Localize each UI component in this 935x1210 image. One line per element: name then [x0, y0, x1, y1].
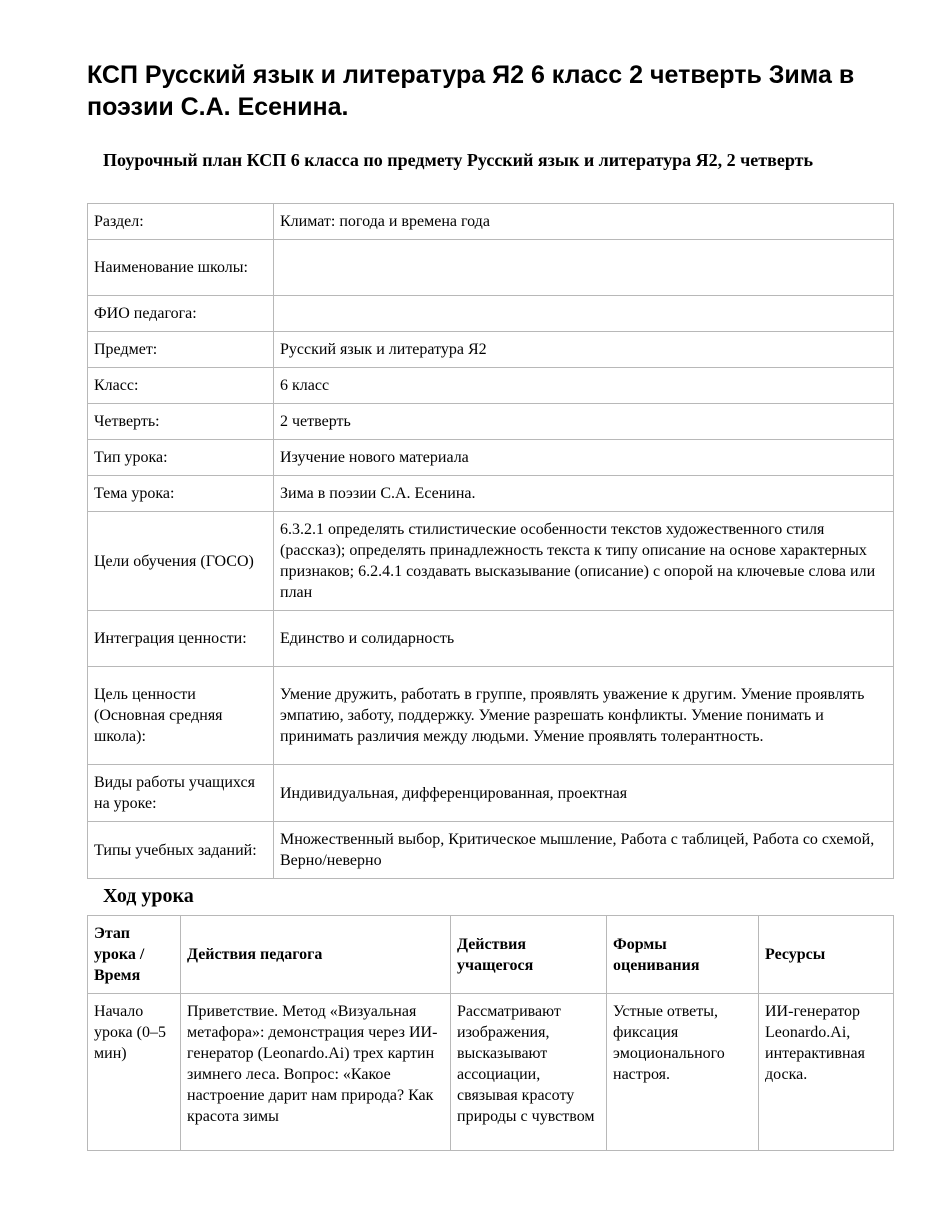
column-header: Формы оценивания — [607, 916, 759, 994]
table-cell: ИИ-генератор Leonardo.Ai, интерактивная доска. — [759, 994, 894, 1151]
column-header: Действия учащегося — [451, 916, 607, 994]
info-row — [88, 667, 894, 765]
info-value: Климат: погода и времена года — [274, 204, 894, 240]
info-key: Тип урока: — [88, 440, 274, 476]
info-value — [274, 240, 894, 296]
document-title: КСП Русский язык и литература Я2 6 класс 2 четверть Зима в поэзии С.А. Есенина. — [87, 61, 855, 121]
column-header: Действия педагога — [181, 916, 451, 994]
plan-subtitle: Поурочный план КСП 6 класса по предмету Русский язык и литература Я2, 2 четверть — [103, 150, 813, 170]
info-value: Умение дружить, работать в группе, проявлять уважение к другим. Умение проявлять эмпатию, заботу, поддержку. Умение разрешать конфликты. Умение понимать и принимать различия между людьми. Умение проявлять толерантность. — [274, 667, 894, 765]
info-key: Цели обучения (ГОСО) — [88, 512, 274, 611]
info-key: Виды работы учащихся на уроке: — [88, 765, 274, 822]
info-row — [88, 440, 894, 476]
info-value: 6 класс — [274, 368, 894, 404]
info-row — [88, 611, 894, 667]
table-cell: Начало урока (0–5 мин) — [88, 994, 181, 1151]
info-value: Множественный выбор, Критическое мышление, Работа с таблицей, Работа со схемой, Верно/неверно — [274, 822, 894, 879]
info-key: Четверть: — [88, 404, 274, 440]
info-key: ФИО педагога: — [88, 296, 274, 332]
table-cell: Устные ответы, фиксация эмоционального настроя. — [607, 994, 759, 1151]
info-value: Единство и солидарность — [274, 611, 894, 667]
column-header: Этап урока / Время — [88, 916, 181, 994]
info-row — [88, 512, 894, 611]
info-key: Цель ценности (Основная средняя школа): — [88, 667, 274, 765]
info-value: 2 четверть — [274, 404, 894, 440]
table-row — [88, 994, 894, 1151]
info-row — [88, 332, 894, 368]
info-key: Предмет: — [88, 332, 274, 368]
info-row — [88, 822, 894, 879]
info-key: Интеграция ценности: — [88, 611, 274, 667]
info-row — [88, 404, 894, 440]
column-header: Ресурсы — [759, 916, 894, 994]
info-value: Зима в поэзии С.А. Есенина. — [274, 476, 894, 512]
info-key: Тема урока: — [88, 476, 274, 512]
info-row — [88, 765, 894, 822]
table-cell: Приветствие. Метод «Визуальная метафора»: демонстрация через ИИ-генератор (Leonardo.Ai) трех картин зимнего леса. Вопрос: «Какое настроение дарит нам природа? Как красота зимы — [181, 994, 451, 1151]
info-value: 6.3.2.1 определять стилистические особенности текстов художественного стиля (рассказ); определять принадлежность текста к типу описание на основе характерных признаков; 6.2.4.1 создавать высказывание (описание) с опорой на ключевые слова или план — [274, 512, 894, 611]
info-row — [88, 476, 894, 512]
info-key: Класс: — [88, 368, 274, 404]
info-row — [88, 204, 894, 240]
info-value — [274, 296, 894, 332]
info-key: Раздел: — [88, 204, 274, 240]
info-row — [88, 368, 894, 404]
info-value: Русский язык и литература Я2 — [274, 332, 894, 368]
info-value: Изучение нового материала — [274, 440, 894, 476]
info-row — [88, 240, 894, 296]
lesson-progress-table — [87, 915, 894, 1151]
lesson-info-table — [87, 203, 894, 879]
table-cell: Рассматривают изображения, высказывают ассоциации, связывая красоту природы с чувством — [451, 994, 607, 1151]
info-key: Наименование школы: — [88, 240, 274, 296]
info-row — [88, 296, 894, 332]
info-value: Индивидуальная, дифференцированная, проектная — [274, 765, 894, 822]
lesson-progress-heading: Ход урока — [103, 885, 194, 907]
info-key: Типы учебных заданий: — [88, 822, 274, 879]
